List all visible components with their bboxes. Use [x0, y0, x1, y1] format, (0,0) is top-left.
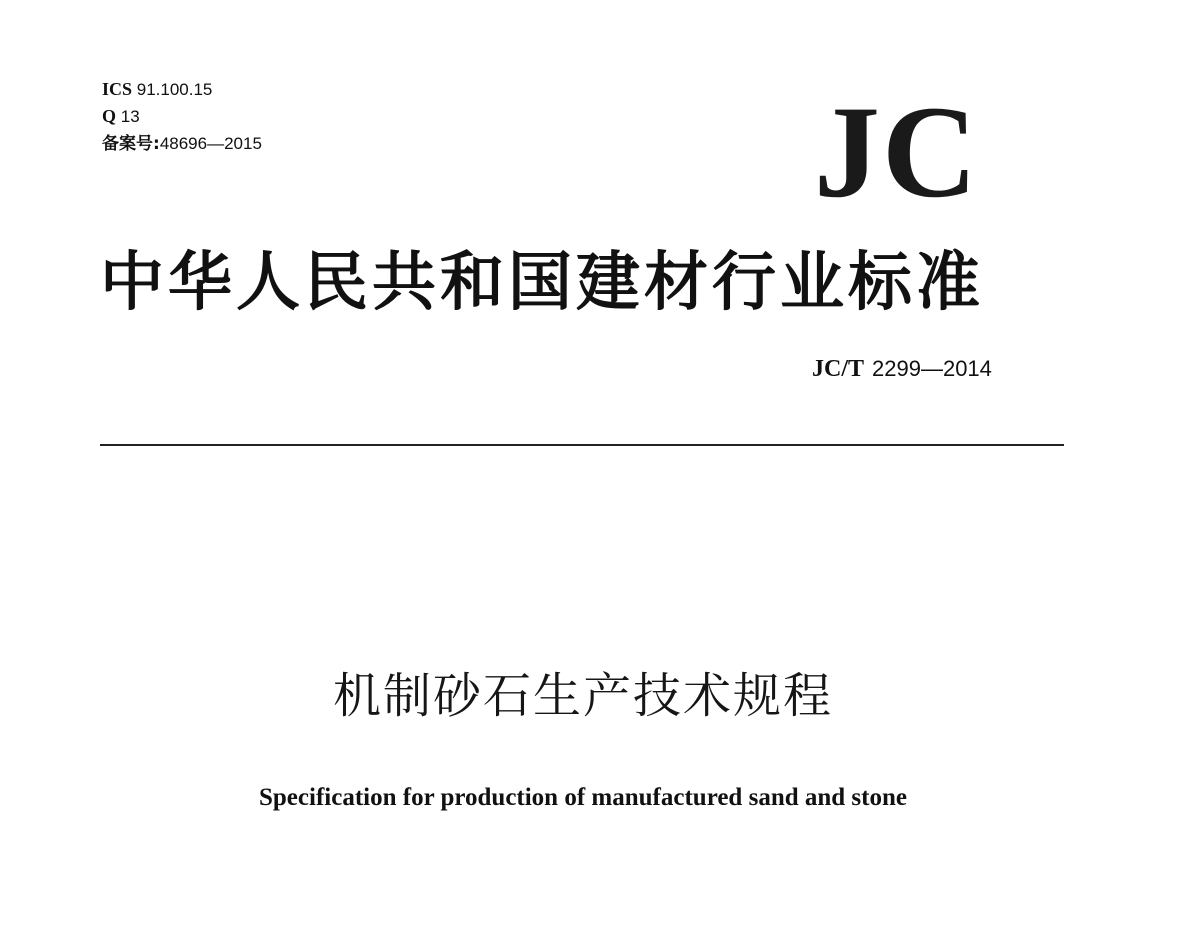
jc-logo: JC: [814, 78, 980, 225]
standard-code: 2299—2014: [872, 356, 992, 381]
ics-prefix: ICS: [102, 79, 133, 99]
classification-block: [102, 76, 262, 158]
record-label: 备案号:: [102, 134, 160, 154]
ics-code: [102, 76, 262, 103]
issuer-title: 中华人民共和国建材行业标准: [100, 245, 984, 320]
standard-prefix: JC/T: [812, 356, 865, 382]
standard-number: [812, 356, 992, 383]
record-value: 48696—2015: [159, 134, 262, 153]
ccs-value: 13: [120, 107, 140, 126]
ics-value: 91.100.15: [136, 80, 213, 99]
document-title-cn: 机制砂石生产技术规程: [332, 668, 833, 724]
document-title-en: Specification for production of manufactured sand and stone: [259, 784, 907, 811]
record-number: [102, 130, 262, 158]
ccs-code: [102, 103, 262, 130]
ccs-prefix: Q: [102, 106, 117, 126]
header-divider: [100, 444, 1064, 446]
